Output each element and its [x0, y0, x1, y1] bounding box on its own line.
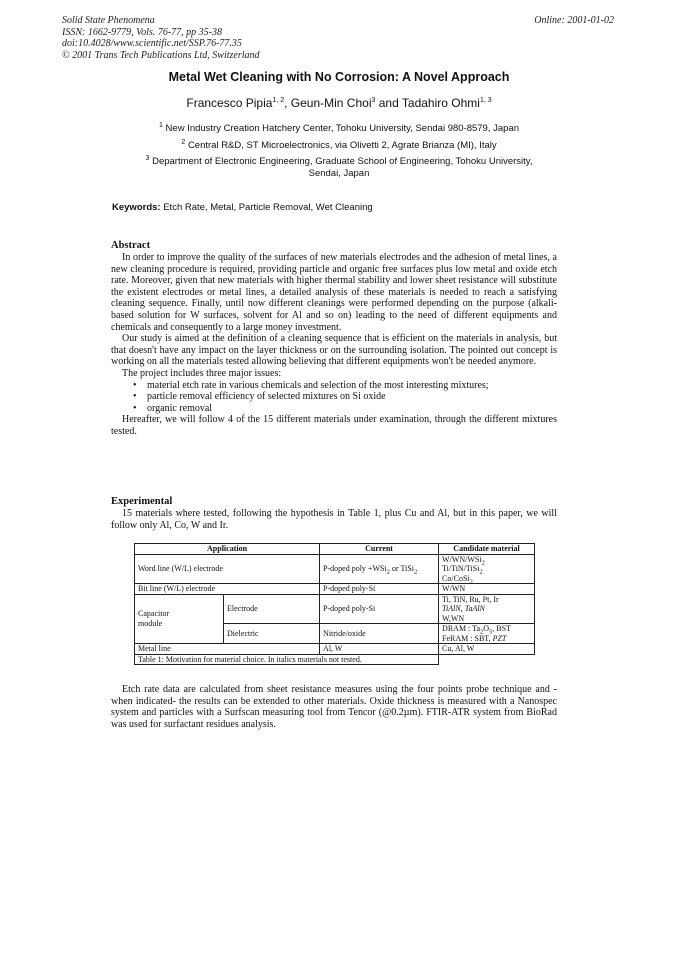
table-row — [135, 584, 535, 595]
affiliation-1 — [0, 123, 678, 135]
experimental-section — [111, 496, 557, 531]
experimental-paragraph: Etch rate data are calculated from sheet resistance measures using the four points probe technique and -when indicated- the results can be extended to other materials. Oxide thickness is measured with a Nanospec system and particles with a Surfscan measuring tool from Tencor (@0.2µm). FTIR-ATR system from BioRad was used for surfactant residues analysis. — [111, 684, 557, 730]
author-line: Francesco Pipia$^{1, 2}$, Geun-Min Choi$^3$ and Tadahiro Ohmi$^{1, 3}$ — [186, 96, 492, 110]
table-cell: P-doped poly-Si — [320, 594, 439, 624]
col-header: Application — [135, 544, 320, 555]
table-cell: Bit line (W/L) electrode — [135, 584, 320, 595]
author-sup: 1, 2 — [272, 97, 285, 104]
affiliation-3 — [0, 156, 678, 180]
table-cell: Cu, Al, W — [439, 644, 535, 655]
table-cell: Capacitor module — [135, 594, 224, 644]
aff-sup: 3 — [145, 154, 150, 162]
journal-name: Solid State Phenomena — [62, 15, 155, 26]
aff-text: New Industry Creation Hatchery Center, Tohoku University, Sendai 980-8579, Japan — [165, 123, 519, 134]
table-cell: DRAM : $Ta_2O_5$, BST FeRAM : SBT, PZT — [439, 624, 535, 644]
table-cell: Nitride/oxide — [320, 624, 439, 644]
abstract-section — [111, 240, 557, 438]
aff-sup: 1 — [159, 121, 163, 129]
table-header-row — [135, 544, 535, 555]
table-cell: Metal line — [135, 644, 320, 655]
aff-sup: 2 — [181, 138, 186, 146]
table-cell: P-doped poly-Si — [320, 584, 439, 595]
table-row — [135, 644, 535, 655]
author-choi: Geun-Min Choi — [290, 96, 372, 110]
paper-title: Metal Wet Cleaning with No Corrosion: A Novel Approach — [168, 70, 510, 84]
issn-line: ISSN: 1662-9779, Vols. 76-77, pp 35-38 — [62, 26, 222, 38]
list-item: • organic removal — [133, 402, 213, 414]
table-row — [135, 594, 535, 624]
table-cell: Electrode — [224, 594, 320, 624]
issue-list — [111, 380, 557, 415]
table-cell: Al, W — [320, 644, 439, 655]
list-item: • particle removal efficiency of selected mixtures on Si oxide — [133, 391, 386, 403]
keywords-text: Etch Rate, Metal, Particle Removal, Wet Cleaning — [163, 202, 373, 213]
affiliation-2 — [0, 140, 678, 152]
table-caption: Table 1: Motivation for material choice. In italics materials not tested. — [135, 654, 439, 665]
bullet-icon: • — [133, 402, 137, 414]
abstract-paragraph: In order to improve the quality of the surfaces of new materials electrodes and the adhesion of metal lines, a new cleaning procedure is required, providing particle and organic free surfaces plus low metal and oxide etch rate. Moreover, given that new materials with higher thermal stability and lower sheet resistance will substitute the existent electrodes or metal lines, a detailed analysis of these materials is needed to reach a satisfying cleaning sequence. Finally, until now different cleanings were performed depending on the purpose (alkali-based solution for W surfaces, solvent for Al and so on) leading to the need of different equipments and chemicals and consequently to a large money investment. — [111, 252, 557, 333]
table-cell: W/WN — [439, 584, 535, 595]
author-pipia: Francesco Pipia — [186, 96, 273, 110]
col-header: Candidate material — [439, 544, 535, 555]
col-header: Current — [320, 544, 439, 555]
author-and: and — [378, 96, 399, 110]
table-cell: Dielectric — [224, 624, 320, 644]
abstract-heading: Abstract — [111, 240, 151, 251]
table-cell: W/WN/WSi$_2$ Ti/TiN/TiSi$_2$ Co/CoSi$_2$ — [439, 554, 535, 584]
author-ohmi: Tadahiro Ohmi — [401, 96, 480, 110]
keywords-label: Keywords: — [112, 202, 161, 213]
bullet-icon: • — [133, 391, 137, 403]
bullet-icon: • — [133, 379, 137, 391]
author-sup: 1, 3 — [479, 97, 492, 104]
keywords — [112, 202, 373, 213]
aff-text: Department of Electronic Engineering, Graduate School of Engineering, Tohoku University, — [152, 156, 533, 167]
table-cell: P-doped poly +WSi$_2$ or TiSi$_2$ — [320, 554, 439, 584]
abstract-paragraph: Our study is aimed at the definition of a cleaning sequence that is efficient on the materials in analysis, but that doesn't have any impact on the layer thickness or on the surrounding isolation. The pointed out concept is working on all the materials tested allowing believing that different equipments won't be needed anymore. — [111, 333, 557, 368]
abstract-paragraph: Hereafter, we will follow 4 of the 15 different materials under examination, through the different mixtures tested. — [111, 414, 557, 437]
table-cell: Ti, TiN, Ru, Pt, Ir TiAlN, TaAlN W,WN — [439, 594, 535, 624]
experimental-paragraph: 15 materials where tested, following the hypothesis in Table 1, plus Cu and Al, but in this paper, we will follow only Al, Co, W and Ir. — [111, 508, 557, 531]
experimental-continued — [111, 684, 557, 730]
experimental-heading: Experimental — [111, 496, 173, 507]
author-sup: 3 — [371, 97, 376, 104]
table-row — [135, 554, 535, 584]
online-date: Online: 2001-01-02 — [534, 15, 614, 26]
table-caption-row — [135, 654, 535, 665]
journal-header — [62, 15, 260, 61]
list-item: • material etch rate in various chemicals and selection of the most interesting mixtures; — [133, 379, 489, 391]
aff-text: Central R&D, ST Microelectronics, via Olivetti 2, Agrate Brianza (MI), Italy — [187, 140, 497, 151]
copyright-line: © 2001 Trans Tech Publications Ltd, Switzerland — [62, 49, 260, 61]
table-cell: Word line (W/L) electrode — [135, 554, 320, 584]
doi-line[interactable]: doi:10.4028/www.scientific.net/SSP.76-77.35 — [62, 38, 242, 49]
material-table — [134, 543, 535, 665]
abstract-paragraph: The project includes three major issues: — [122, 367, 282, 379]
aff-text-cont: Sendai, Japan — [308, 168, 370, 179]
